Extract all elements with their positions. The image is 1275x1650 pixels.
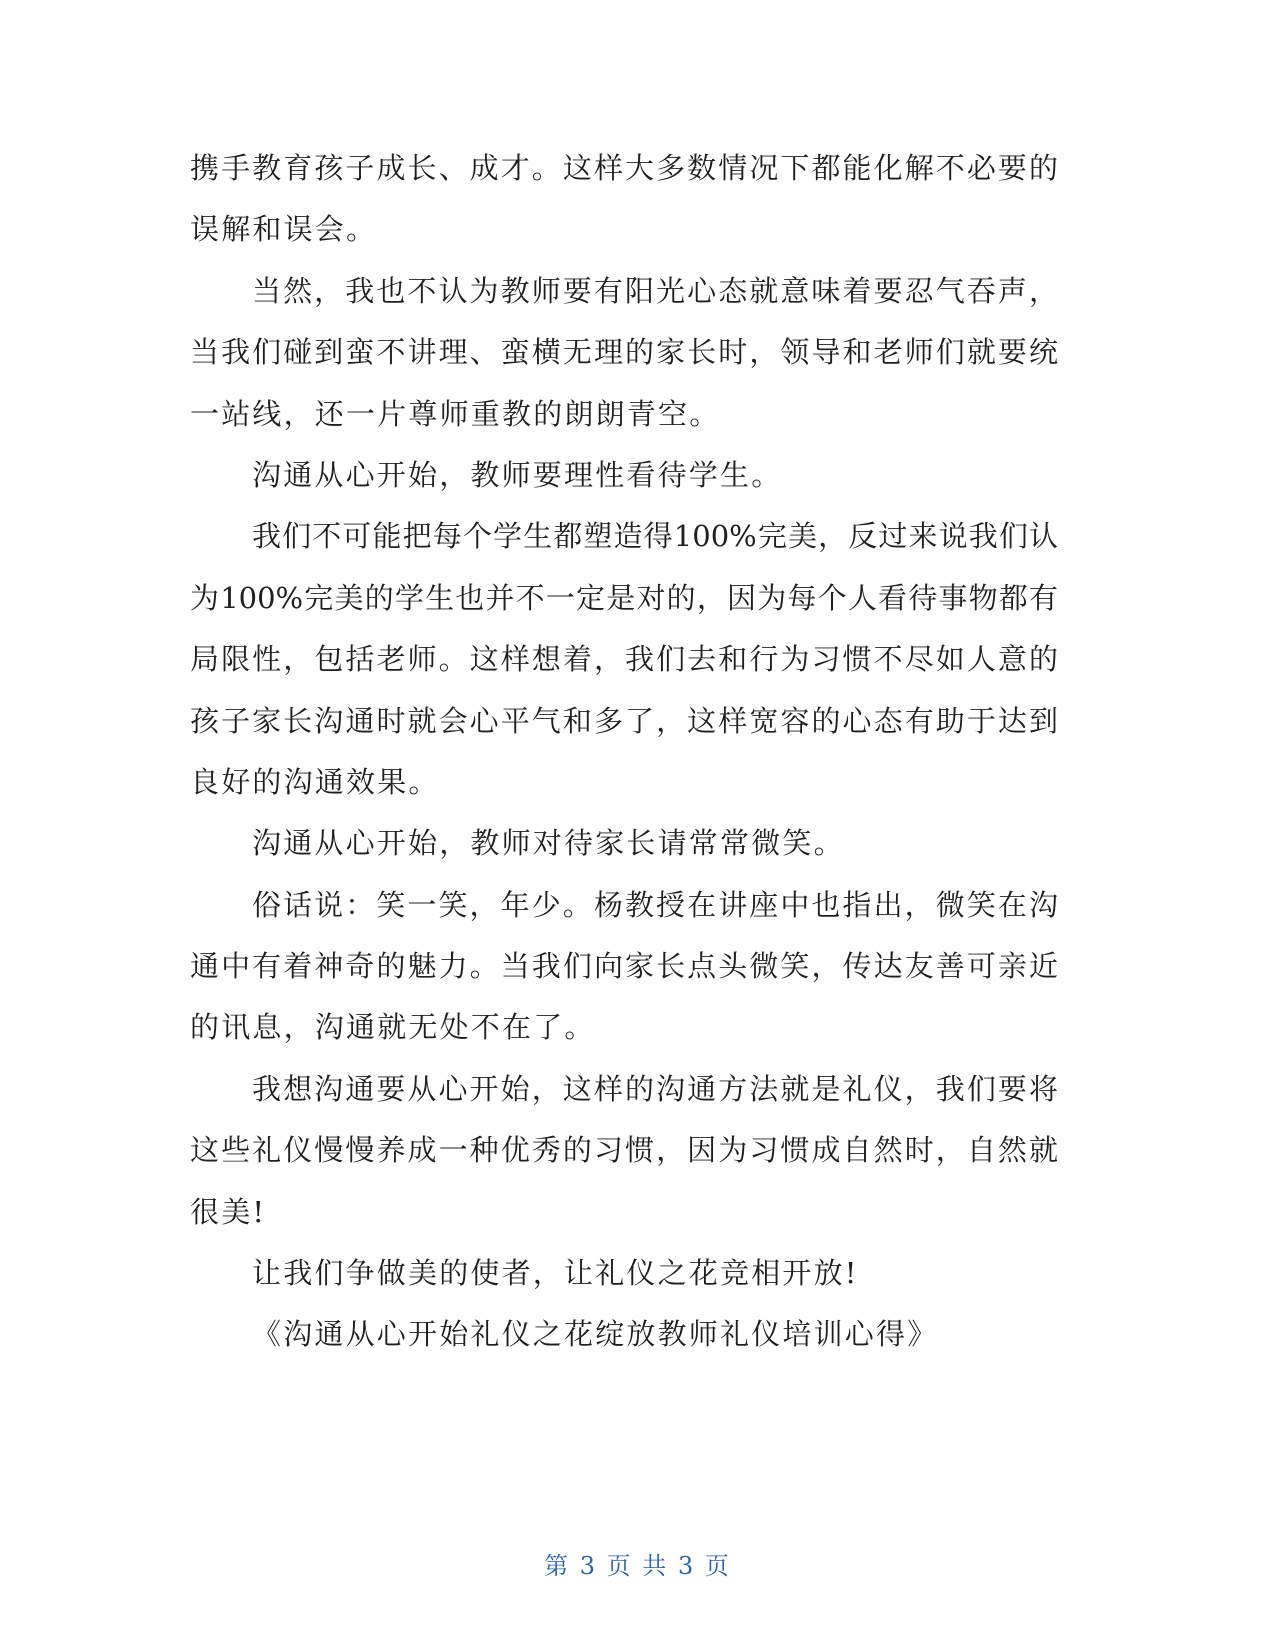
- text-line: 俗话说：笑一笑，年少。杨教授在讲座中也指出，微笑在沟: [252, 887, 1058, 922]
- text-line: 通中有着神奇的魅力。当我们向家长点头微笑，传达友善可亲近: [190, 949, 1058, 984]
- page-number-footer: 第 3 页 共 3 页: [544, 1552, 731, 1580]
- text-line: 让我们争做美的使者，让礼仪之花竞相开放!: [252, 1256, 859, 1291]
- text-line: 当我们碰到蛮不讲理、蛮横无理的家长时，领导和老师们就要统: [190, 335, 1058, 370]
- text-line: 一站线，还一片尊师重教的朗朗青空。: [190, 396, 721, 431]
- text-line: 很美!: [190, 1194, 267, 1229]
- text-line: 孩子家长沟通时就会心平气和多了，这样宽容的心态有助于达到: [190, 703, 1058, 738]
- text-line: 沟通从心开始，教师对待家长请常常微笑。: [252, 826, 845, 861]
- document-title-line: 《沟通从心开始礼仪之花绽放教师礼仪培训心得》: [252, 1317, 939, 1352]
- text-line: 误解和误会。: [190, 212, 378, 247]
- text-line: 为100%完美的学生也并不一定是对的，因为每个人看待事物都有: [190, 580, 1058, 615]
- text-line: 我想沟通要从心开始，这样的沟通方法就是礼仪，我们要将: [252, 1071, 1058, 1106]
- text-line: 携手教育孩子成长、成才。这样大多数情况下都能化解不必要的: [190, 151, 1058, 185]
- text-line: 的讯息，沟通就无处不在了。: [190, 1010, 596, 1045]
- body-text: [190, 138, 1058, 1366]
- text-line: 良好的沟通效果。: [190, 764, 440, 799]
- text-line: 我们不可能把每个学生都塑造得100%完美，反过来说我们认: [252, 519, 1058, 554]
- text-line: 局限性，包括老师。这样想着，我们去和行为习惯不尽如人意的: [190, 642, 1058, 677]
- text-line: 当然，我也不认为教师要有阳光心态就意味着要忍气吞声，: [252, 273, 1058, 308]
- text-line: 沟通从心开始，教师要理性看待学生。: [252, 457, 783, 492]
- text-line: 这些礼仪慢慢养成一种优秀的习惯，因为习惯成自然时，自然就: [190, 1133, 1058, 1168]
